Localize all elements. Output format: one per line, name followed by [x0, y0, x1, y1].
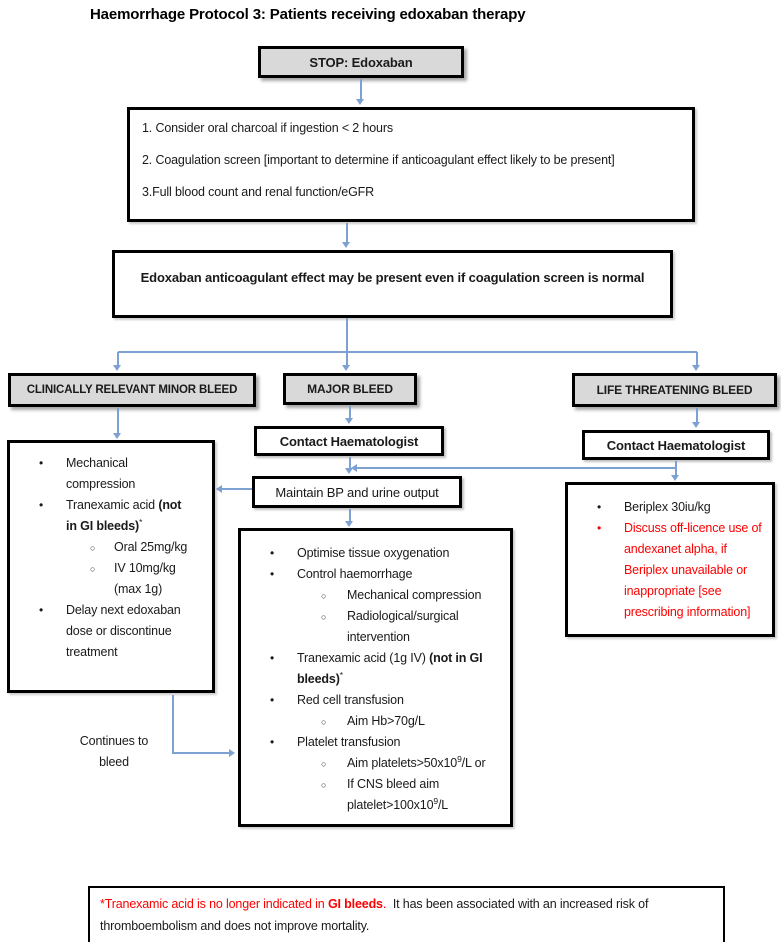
bullet-marker: ○	[90, 543, 96, 553]
page-title: Haemorrhage Protocol 3: Patients receiving edoxaban therapy	[90, 6, 526, 23]
line-continues-down	[172, 695, 174, 753]
bullet-marker: •	[597, 521, 602, 535]
bullet-item: • Tranexamic acid (not in GI bleeds)*	[10, 495, 212, 537]
bullet-marker: •	[39, 603, 44, 617]
bullet-marker: •	[39, 498, 44, 512]
bullet-marker: ○	[321, 717, 327, 727]
arrowhead-maintain-to-minor-treatment	[216, 485, 222, 493]
bullet-item: ○ IV 10mg/kg (max 1g)	[90, 561, 176, 596]
line-life-contact-down	[675, 461, 677, 468]
bullet-item: • Red cell transfusion	[241, 690, 510, 711]
bullet-item: ○ Aim $platelets>50x10^9/L$ or	[241, 753, 510, 774]
arrowhead-to-major-bleed	[342, 365, 350, 371]
arrow-life-to-contact	[696, 408, 698, 423]
node-maintain-bp: Maintain BP and urine output	[252, 476, 462, 508]
bullet-item: • Delay next edoxaban dose or discontinue treatment	[10, 600, 212, 663]
box-major-bleed-treatment	[238, 528, 513, 827]
bullet-item: ○ Oral 25mg/kg	[10, 537, 212, 558]
arrowhead-contact-to-beriplex	[671, 475, 679, 481]
bullet-item: • Mechanical compression	[10, 453, 212, 495]
box-life-threatening-treatment	[565, 482, 775, 637]
branch-stem-line	[346, 318, 348, 352]
arrowhead-life-to-maintain	[351, 464, 357, 472]
bullet-marker: ○	[90, 564, 96, 574]
bullet-item: • Optimise tissue oxygenation	[241, 543, 510, 564]
node-minor-bleed: CLINICALLY RELEVANT MINOR BLEED	[8, 373, 256, 407]
arrow-minor-to-treatment	[117, 408, 119, 434]
arrowhead-major-to-contact	[345, 418, 353, 424]
bullet-item: ○ If CNS bleed aim $platelet>100x10^9/L$	[321, 777, 449, 812]
step-line: 3.Full blood count and renal function/eGFR	[142, 185, 375, 199]
arrowhead-to-minor-bleed	[113, 365, 121, 371]
bullet-marker: •	[270, 567, 275, 581]
bullet-item: • Platelet transfusion	[241, 732, 510, 753]
box-minor-bleed-treatment	[7, 440, 215, 693]
bullet-marker: •	[270, 651, 275, 665]
node-contact-haematologist-life: Contact Haematologist	[582, 430, 770, 460]
branch-drop-minor	[117, 352, 119, 366]
node-stop-edoxaban	[258, 46, 464, 78]
step-line: 2. Coagulation screen [important to determine if anticoagulant effect likely to be present]	[142, 153, 615, 167]
footnote-box	[88, 886, 725, 942]
node-warning: Edoxaban anticoagulant effect may be present even if coagulation screen is normal	[112, 250, 673, 318]
bullet-item: • Beriplex 30iu/kg	[568, 497, 772, 518]
line-life-to-maintain	[357, 467, 675, 469]
bullet-item: ○ Aim Hb>70g/L	[241, 711, 510, 732]
bullet-marker: ○	[321, 759, 327, 769]
arrowhead-life-to-contact	[692, 422, 700, 428]
branch-drop-life	[696, 352, 698, 366]
node-initial-steps	[127, 107, 695, 222]
step-line: 1. Consider oral charcoal if ingestion < 2 hours	[142, 121, 393, 135]
bullet-item: • Discuss off-licence use of andexanet alpha, if Beriplex unavailable or inappropriate [see prescribing information]	[568, 518, 772, 623]
bullet-item: ○ Radiological/surgical intervention	[321, 609, 459, 644]
bullet-marker: •	[597, 500, 602, 514]
node-stop-label: STOP: Edoxaban	[309, 54, 413, 70]
arrowhead-continues-to-treatment	[229, 749, 235, 757]
footnote-text: *Tranexamic acid is no longer indicated in GI bleeds. It has been associated with an increased risk of thromboembolism and does not improve mortality.	[100, 897, 652, 933]
node-major-bleed: MAJOR BLEED	[283, 373, 417, 405]
bullet-marker: •	[270, 735, 275, 749]
arrowhead-to-life-bleed	[692, 365, 700, 371]
bullet-marker: ○	[321, 591, 327, 601]
arrowhead-steps-to-warning	[342, 242, 350, 248]
bullet-marker: •	[270, 693, 275, 707]
arrow-steps-to-warning	[346, 223, 348, 243]
line-maintain-to-minor-treatment	[222, 488, 252, 490]
bullet-marker: ○	[321, 612, 327, 622]
arrow-stop-to-steps	[360, 79, 362, 100]
arrowhead-maintain-to-treatment	[345, 521, 353, 527]
bullet-marker: ○	[321, 780, 327, 790]
arrowhead-stop-to-steps	[356, 99, 364, 105]
arrowhead-minor-to-treatment	[113, 433, 121, 439]
bullet-marker: •	[39, 456, 44, 470]
branch-horizontal-line	[118, 351, 697, 353]
node-life-threatening-bleed: LIFE THREATENING BLEED	[572, 373, 777, 407]
bullet-item: • Control haemorrhage	[241, 564, 510, 585]
label-continues-to-bleed: Continues to bleed	[79, 734, 149, 769]
node-contact-haematologist-major: Contact Haematologist	[254, 426, 444, 456]
bullet-marker: •	[270, 546, 275, 560]
line-continues-right	[172, 752, 230, 754]
bullet-item: • Tranexamic acid (1g IV) (not in GI bleeds)*	[241, 648, 510, 690]
bullet-item: ○ Mechanical compression	[241, 585, 510, 606]
branch-drop-major	[346, 352, 348, 366]
